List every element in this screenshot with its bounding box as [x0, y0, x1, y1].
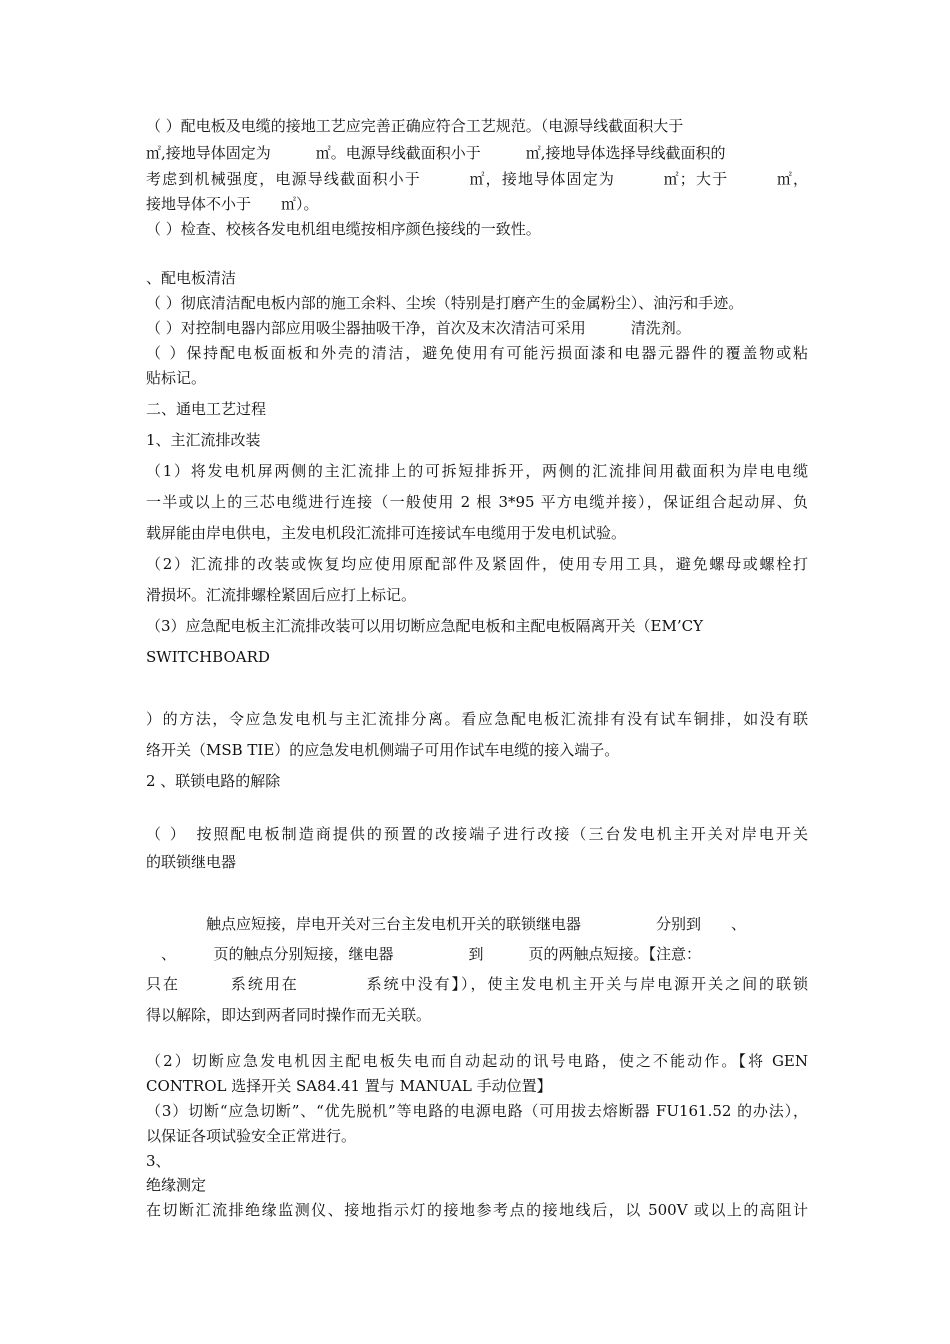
text-line: 二、通电工艺过程	[146, 400, 267, 418]
text-line: CONTROL 选择开关 SA84.41 置与 MANUAL 手动位置】	[146, 1077, 552, 1095]
text-line: SWITCHBOARD	[146, 648, 270, 666]
text-line: （3）应急配电板主汇流排改装可以用切断应急配电板和主配电板隔离开关（EM’CY	[146, 617, 704, 635]
text-line: 触点应短接，岸电开关对三台主发电机开关的联锁继电器 分别到 、	[146, 915, 747, 933]
text-line: 只在 系统用在 系统中没有】），使主发电机主开关与岸电源开关之间的联锁	[146, 975, 808, 993]
text-line: （ ） 按照配电板制造商提供的预置的改接端子进行改接（三台发电机主开关对岸电开关	[146, 825, 808, 843]
text-line: 的联锁继电器	[146, 853, 237, 871]
text-line: 2 、联锁电路的解除	[146, 772, 281, 790]
text-line: 绝缘测定	[146, 1176, 207, 1194]
text-line: 一半或以上的三芯电缆进行连接（一般使用 2 根 3*95 平方电缆并接），保证组合起动屏、负	[146, 493, 808, 511]
text-line: （ ）保持配电板面板和外壳的清洁，避免使用有可能污损面漆和电器元器件的覆盖物或粘	[146, 344, 808, 362]
text-line: （ ）彻底清洁配电板内部的施工余料、尘埃（特别是打磨产生的金属粉尘）、油污和手迹。	[146, 294, 744, 312]
text-line: 滑损坏。汇流排螺栓紧固后应打上标记。	[146, 586, 417, 604]
text-line: （3）切断“应急切断”、“优先脱机”等电路的电源电路（可用拔去熔断器 FU161.52 的办法），	[146, 1102, 808, 1120]
text-line: 得以解除，即达到两者同时操作而无关联。	[146, 1006, 432, 1024]
text-line: （1）将发电机屏两侧的主汇流排上的可拆短排拆开，两侧的汇流排间用截面积为岸电电缆	[146, 462, 808, 480]
text-line: 在切断汇流排绝缘监测仪、接地指示灯的接地参考点的接地线后，以 500V 或以上的高阻计	[146, 1201, 808, 1219]
text-line: （2）切断应急发电机因主配电板失电而自动起动的讯号电路，使之不能动作。【将 GEN	[146, 1052, 808, 1070]
text-line: 络开关（MSB TIE）的应急发电机侧端子可用作试车电缆的接入端子。	[146, 741, 620, 759]
text-line: 载屏能由岸电供电，主发电机段汇流排可连接试车电缆用于发电机试验。	[146, 524, 627, 542]
text-line: （ ）检查、校核各发电机组电缆按相序颜色接线的一致性。	[146, 220, 541, 238]
text-line: （2）汇流排的改装或恢复均应使用原配部件及紧固件，使用专用工具，避免螺母或螺栓打	[146, 555, 808, 573]
text-line: 考虑到机械强度，电源导线截面积小于 ㎡，接地导体固定为 ㎡；大于 ㎡，	[146, 170, 808, 188]
text-line: ㎡,接地导体固定为 ㎡。电源导线截面积小于 ㎡,接地导体选择导线截面积的	[146, 144, 726, 162]
text-line: 3、	[146, 1152, 171, 1170]
text-line: （ ）对控制电器内部应用吸尘器抽吸干净，首次及末次清洁可采用 清洗剂。	[146, 319, 691, 337]
text-line: （ ）配电板及电缆的接地工艺应完善正确应符合工艺规范。（电源导线截面积大于	[146, 117, 684, 135]
text-line: 、 页的触点分别短接，继电器 到 页的两触点短接。【注意：	[146, 945, 702, 963]
text-line: 以保证各项试验安全正常进行。	[146, 1127, 357, 1145]
text-line: 接地导体不小于 ㎡）。	[146, 195, 319, 213]
text-line: 1、主汇流排改装	[146, 431, 261, 449]
text-line: ）的方法，令应急发电机与主汇流排分离。看应急配电板汇流排有没有试车铜排，如没有联	[146, 710, 808, 728]
text-line: 贴标记。	[146, 369, 207, 387]
text-line: 、配电板清洁	[146, 269, 237, 287]
